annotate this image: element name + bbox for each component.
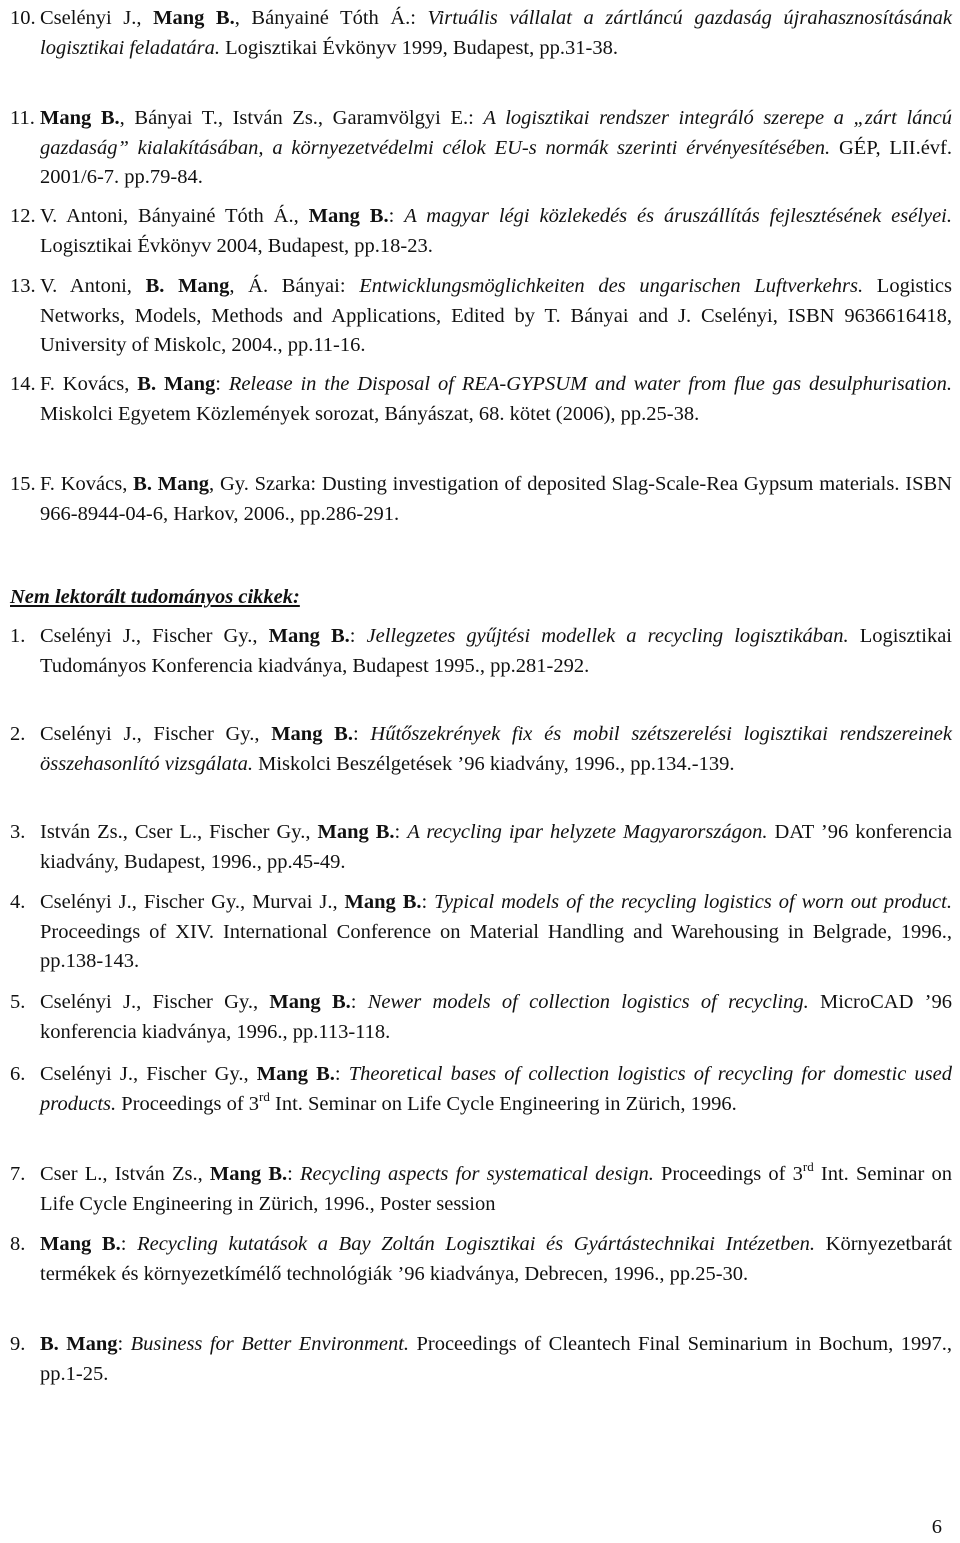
author-name: Mang B. (317, 821, 395, 843)
reference-fragment: Cselényi J., (40, 7, 154, 29)
reference-fragment: : (287, 1163, 301, 1185)
reference-fragment: GÉP, LII.évf. 2001/6-7. pp.79-84. (40, 136, 952, 188)
reference-fragment: F. Kovács, (40, 373, 138, 395)
reference-fragment: , Á. Bányai: (229, 275, 360, 297)
reference-entry (10, 1060, 952, 1119)
reference-fragment: Cselényi J., Fischer Gy., (40, 723, 272, 745)
reference-fragment: Logisztikai Évkönyv 2004, Budapest, pp.18-23. (40, 234, 433, 257)
reference-number: 6. (10, 1063, 26, 1085)
reference-title: Release in the Disposal of REA-GYPSUM and water from flue gas desulphurisation. (228, 373, 952, 395)
reference-text (40, 1160, 952, 1219)
author-name: Mang B. (209, 1163, 288, 1185)
reference-fragment: : (388, 205, 405, 227)
reference-entry (10, 1230, 952, 1289)
reference-fragment: MicroCAD ’96 konferencia kiadványa, 1996., pp.113-118. (40, 991, 952, 1043)
reference-title: Newer models of collection logistics of recycling. (367, 991, 809, 1013)
reference-fragment: : (117, 1333, 131, 1355)
reference-fragment: Proceedings of Cleantech Final Seminarium in Bochum, 1997., pp.1-25. (40, 1333, 952, 1385)
reference-fragment: , Bányainé Tóth Á.: (234, 7, 428, 29)
reference-fragment: , Gy. Szarka: Dusting investigation of deposited Slag-Scale-Rea Gypsum materials. ISBN 966-8944-04-6, Harkov, 2006., pp.286-291. (40, 473, 952, 525)
reference-title: Theoretical bases of collection logistics of recycling for domestic used products. (40, 1063, 952, 1115)
reference-text (40, 818, 952, 877)
reference-fragment: V. Antoni, (40, 275, 146, 297)
author-name: Mang B. (256, 1063, 335, 1085)
reference-entry (10, 1160, 952, 1219)
reference-fragment: DAT ’96 konferencia kiadvány, Budapest, 1996., pp.45-49. (40, 821, 952, 873)
reference-text (40, 272, 952, 361)
reference-number: 11. (10, 107, 35, 129)
reference-title: Hűtőszekrények fix és mobil szétszerelési logisztikai rendszereinek összehasonlító vizsgálata. (40, 723, 952, 775)
reference-fragment: F. Kovács, (40, 473, 134, 495)
author-name: B. Mang (40, 1333, 118, 1355)
reference-title: Recycling aspects for systematical design. (300, 1163, 654, 1185)
reference-fragment: Logistics Networks, Models, Methods and Applications, Edited by T. Bányai and J. Cselényi, ISBN 9636616418, University of Miskolc, 2004., pp.11-16. (40, 275, 952, 356)
reference-entry (10, 202, 952, 261)
reference-entry (10, 1330, 952, 1389)
reference-fragment: Proceedings of XIV. International Conference on Material Handling and Warehousing in Belgrade, 1996., pp.138-143. (40, 920, 952, 972)
reference-fragment: Környezetbarát termékek és környezetkímélő technológiák ’96 kiadványa, Debrecen, 1996., pp.25-30. (40, 1233, 952, 1285)
reference-entry (10, 988, 952, 1047)
reference-fragment: V. Antoni, Bányainé Tóth Á., (40, 205, 309, 227)
reference-number: 14. (10, 373, 36, 395)
reference-title: Virtuális vállalat a zártláncú gazdaság újrahasznosításának logisztikai feladatára. (40, 7, 952, 59)
author-name: Mang B. (40, 107, 120, 129)
reference-fragment: István Zs., Cser L., Fischer Gy., (40, 821, 318, 843)
reference-text (40, 4, 952, 63)
reference-title: Typical models of the recycling logistics of worn out product. (434, 891, 952, 913)
reference-title: Jellegzetes gyűjtési modellek a recycling logisztikában. (366, 625, 849, 647)
reference-fragment: : (215, 373, 229, 395)
reference-title: A recycling ipar helyzete Magyarországon. (407, 821, 768, 843)
reference-text (40, 720, 952, 779)
reference-text (40, 1060, 952, 1119)
ordinal-suffix: rd (802, 1159, 814, 1174)
reference-entry (10, 272, 952, 361)
reference-fragment: Logisztikai Tudományos Konferencia kiadványa, Budapest 1995., pp.281-292. (40, 625, 952, 677)
reference-number: 4. (10, 891, 26, 913)
reference-fragment: : (352, 723, 371, 745)
reference-fragment: Int. Seminar on Life Cycle Engineering in Zürich, 1996., Poster session (40, 1163, 952, 1215)
reference-fragment: Cselényi J., Fischer Gy., (40, 1063, 257, 1085)
reference-title: Entwicklungsmöglichkeiten des ungarischen Luftverkehrs. (359, 275, 864, 297)
reference-text (40, 1230, 952, 1289)
reference-fragment: Proceedings of 3 (116, 1092, 260, 1115)
reference-fragment: Cselényi J., Fischer Gy., Murvai J., (40, 891, 345, 913)
reference-text (40, 104, 952, 193)
reference-text (40, 470, 952, 529)
reference-entry (10, 370, 952, 429)
author-name: Mang B. (40, 1233, 121, 1255)
reference-fragment: : (421, 891, 435, 913)
reference-number: 3. (10, 821, 26, 843)
reference-entry (10, 720, 952, 779)
reference-entry (10, 622, 952, 681)
reference-title: A magyar légi közlekedés és áruszállítás fejlesztésének esélyei. (404, 205, 953, 227)
reference-fragment: Int. Seminar on Life Cycle Engineering in Zürich, 1996. (269, 1092, 737, 1115)
author-name: Mang B. (269, 991, 351, 1013)
reference-fragment: : (120, 1233, 138, 1255)
reference-text (40, 370, 952, 429)
reference-fragment: : (350, 991, 368, 1013)
reference-fragment: : (334, 1063, 349, 1085)
ordinal-suffix: rd (259, 1088, 270, 1104)
reference-number: 5. (10, 991, 26, 1013)
section-heading: Nem lektorált tudományos cikkek: (10, 586, 300, 608)
reference-number: 12. (10, 205, 36, 227)
reference-entry (10, 4, 952, 63)
reference-fragment: Cselényi J., Fischer Gy., (40, 625, 269, 647)
reference-number: 8. (10, 1233, 26, 1255)
author-name: Mang B. (344, 891, 422, 913)
reference-entry (10, 470, 952, 529)
reference-fragment: Miskolci Beszélgetések ’96 kiadvány, 1996., pp.134.-139. (253, 752, 735, 775)
reference-fragment: Logisztikai Évkönyv 1999, Budapest, pp.31-38. (219, 36, 618, 59)
author-name: B. Mang (133, 473, 210, 495)
reference-fragment: , Bányai T., István Zs., Garamvölgyi E.: (119, 107, 484, 129)
reference-number: 7. (10, 1163, 26, 1185)
reference-number: 13. (10, 275, 36, 297)
reference-title: A logisztikai rendszer integráló szerepe a „zárt láncú gazdaság” kialakításában, a környezetvédelmi célok EU-s normák szerinti érvényesítésében. (40, 107, 952, 159)
reference-entry (10, 888, 952, 977)
reference-title: Business for Better Environment. (130, 1333, 410, 1355)
reference-fragment: Proceedings of 3 (653, 1163, 803, 1185)
author-name: Mang B. (268, 625, 350, 647)
author-name: Mang B. (271, 723, 353, 745)
reference-number: 9. (10, 1333, 26, 1355)
reference-fragment: Miskolci Egyetem Közlemények sorozat, Bányászat, 68. kötet (2006), pp.25-38. (40, 402, 700, 425)
reference-number: 10. (10, 7, 36, 29)
reference-number: 15. (10, 473, 36, 495)
reference-text (40, 622, 952, 681)
author-name: Mang B. (308, 205, 389, 227)
author-name: B. Mang (137, 373, 216, 395)
reference-text (40, 1330, 952, 1389)
reference-number: 2. (10, 723, 26, 745)
author-name: Mang B. (153, 7, 235, 29)
reference-entry (10, 104, 952, 193)
reference-number: 1. (10, 625, 26, 647)
author-name: B. Mang (145, 275, 230, 297)
page-number: 6 (931, 1516, 942, 1538)
reference-text (40, 202, 952, 261)
reference-fragment: : (349, 625, 367, 647)
reference-text (40, 988, 952, 1047)
reference-fragment: Cser L., István Zs., (40, 1163, 210, 1185)
reference-text (40, 888, 952, 977)
reference-entry (10, 818, 952, 877)
reference-fragment: : (394, 821, 408, 843)
reference-fragment: Cselényi J., Fischer Gy., (40, 991, 270, 1013)
reference-title: Recycling kutatások a Bay Zoltán Logisztikai és Gyártástechnikai Intézetben. (137, 1233, 815, 1255)
